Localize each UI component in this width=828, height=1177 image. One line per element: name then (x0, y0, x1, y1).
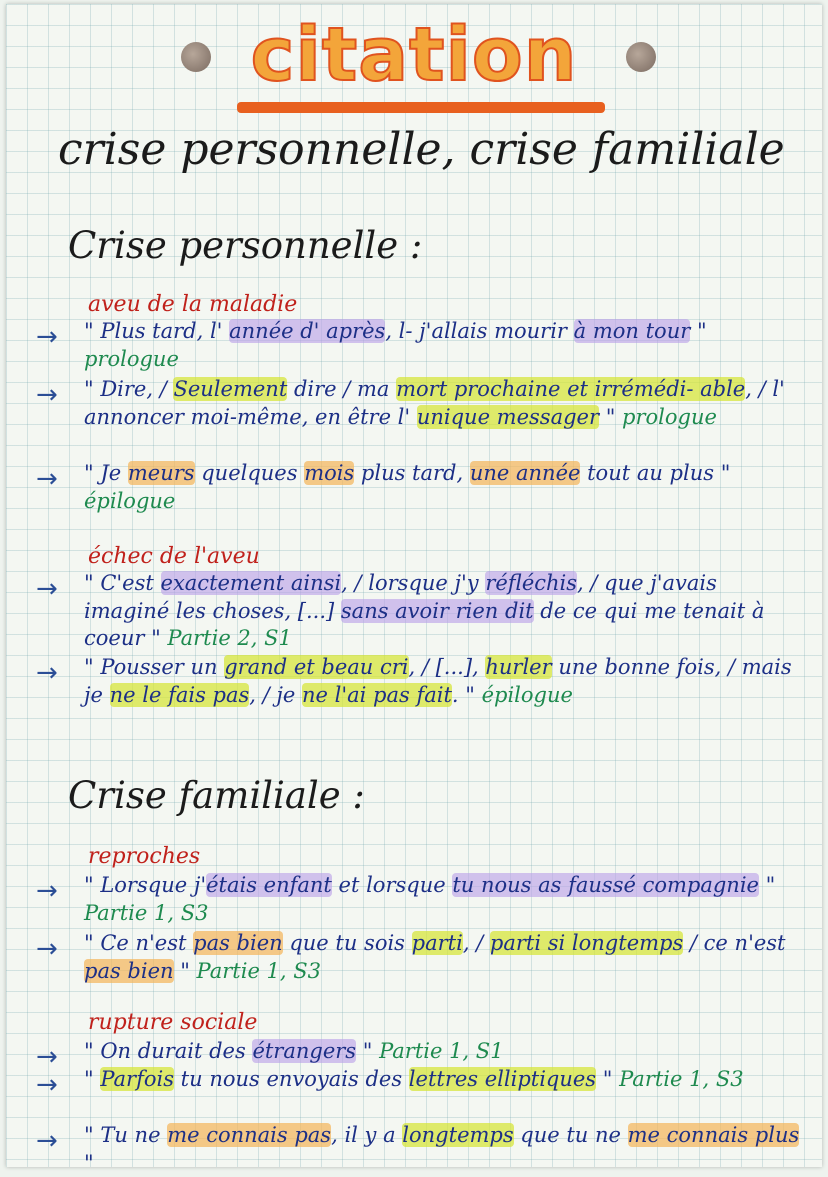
quote-rupture-1: " On durait des étrangers " Partie 1, S1 (84, 1039, 504, 1063)
quote-reproches-2: " Ce n'est pas bien que tu sois parti, / parti si longtemps / ce n'est pas bien " Partie 1, S3 (84, 931, 786, 983)
quote-aveu-1: " Plus tard, l' année d' après, l- j'allais mourir à mon tour " prologue (84, 319, 707, 371)
notebook-page (6, 4, 822, 1175)
source-label: Partie 1, S3 (84, 900, 209, 925)
arrow-icon: → (36, 574, 58, 604)
section-heading-familiale: Crise familiale : (68, 774, 365, 817)
source-label: épilogue (481, 682, 573, 707)
quote-rupture-2: " Parfois tu nous envoyais des lettres elliptiques " Partie 1, S3 (84, 1067, 744, 1091)
category-aveu: aveu de la maladie (88, 292, 298, 317)
source-label: Partie 2, S1 (167, 626, 292, 650)
arrow-icon: → (36, 380, 58, 410)
section-heading-personnelle: Crise personnelle : (68, 224, 423, 267)
arrow-icon: → (36, 1126, 58, 1156)
source-label: prologue (622, 404, 717, 429)
source-label: Partie 1, S3 (196, 958, 322, 983)
arrow-icon: → (36, 658, 58, 688)
category-rupture: rupture sociale (88, 1010, 258, 1035)
page-title: citation (250, 12, 578, 98)
source-label: prologue (84, 346, 179, 371)
arrow-icon: → (36, 1070, 58, 1100)
source-label: Partie 1, S1 (379, 1039, 504, 1063)
quote-aveu-3: " Je meurs quelques mois plus tard, une année tout au plus " épilogue (84, 461, 731, 513)
arrow-icon: → (36, 1042, 58, 1072)
arrow-icon: → (36, 464, 58, 494)
quote-echec-2: " Pousser un grand et beau cri, / [...], hurler une bonne fois, / mais je ne le fais pas, / je ne l'ai pas fait. " épilogue (84, 655, 792, 707)
category-reproches: reproches (88, 844, 201, 869)
title-underline (237, 102, 605, 113)
quote-aveu-2: " Dire, / Seulement dire / ma mort prochaine et irrémédi- able, / l' annoncer moi-même, en être l' unique messager " prologue (84, 377, 785, 429)
quote-echec-1: " C'est exactement ainsi, / lorsque j'y réfléchis, / que j'avais imaginé les choses, [...] sans avoir rien dit de ce qui me tenait à coeur " Partie 2, S1 (84, 571, 765, 650)
source-label: épilogue (84, 488, 176, 513)
quote-reproches-1: " Lorsque j'étais enfant et lorsque tu nous as faussé compagnie " Partie 1, S3 (84, 873, 776, 925)
source-label: Partie 1, S3 (619, 1067, 744, 1091)
arrow-icon: → (36, 322, 58, 352)
page-subtitle: crise personnelle, crise familiale (58, 124, 785, 175)
arrow-icon: → (36, 876, 58, 906)
quote-rupture-3: " Tu ne me connais pas, il y a longtemps que tu ne me connais plus " (84, 1123, 800, 1175)
category-echec: échec de l'aveu (88, 544, 260, 569)
arrow-icon: → (36, 934, 58, 964)
